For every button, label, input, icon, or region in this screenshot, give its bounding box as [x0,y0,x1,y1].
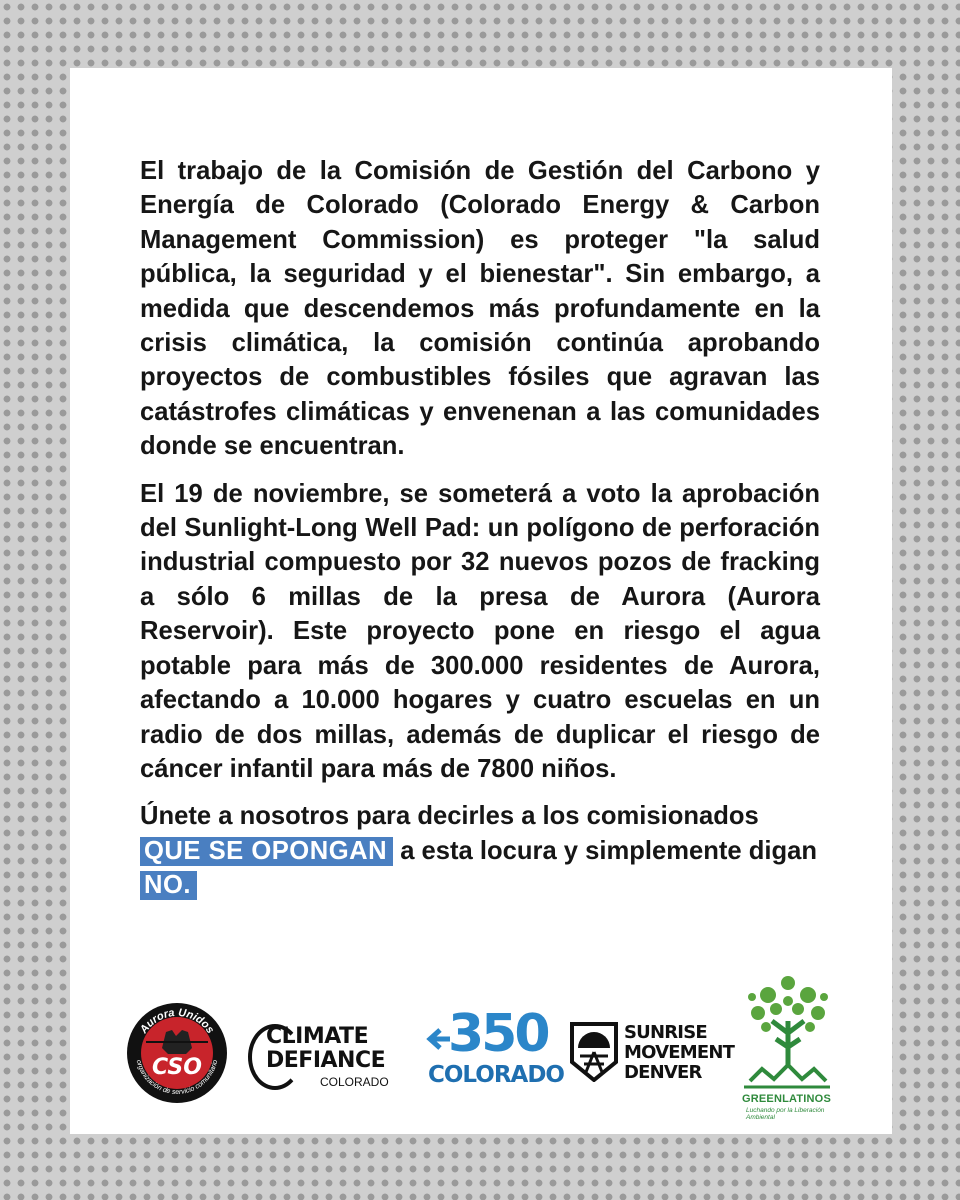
350-number: 350 [448,1004,548,1064]
paragraph-2: El 19 de noviembre, se someterá a voto la aprobación del Sunlight-Long Well Pad: un polígono de perforación industrial compuesto por 32 nuevos pozos de fracking a sólo 6 millas de la presa de Aurora (Aurora Reservoir). Este proyecto pone en riesgo el agua potable para más de 300.000 residentes de Aurora, afectando a 10.000 hogares y cuatro escuelas en un radio de dos millas, además de duplicar el riesgo de cáncer infantil para más de 7800 niños. [140,479,820,783]
greenlatinos-name: GREENLATINOS [742,1093,831,1105]
aurora-cso-text: CSO [152,1055,202,1080]
sunrise-shield-icon [570,1022,618,1082]
aurora-top-text: Aurora Unidos [137,1006,217,1036]
aurora-unidos-logo [126,1002,228,1104]
climate-line-1: CLIMATE [266,1024,369,1049]
climate-line-2: DEFIANCE [266,1048,386,1073]
sunrise-line-1: SUNRISE [624,1022,707,1043]
climate-defiance-logo [248,1018,408,1098]
highlight-oppose: QUE SE OPONGAN [140,837,393,866]
paragraph-1: El trabajo de la Comisión de Gestión del Carbono y Energía de Colorado (Colorado Energy & Carbon Management Commission) es proteger "la salud pública, la seguridad y el bienestar". Sin embargo, a medida que descendemos más profundamente en la crisis climática, la comisión continúa aprobando proyectos de combustibles fósiles que agravan las catástrofes climáticas y envenenan a las comunidades donde se encuentran. [140,157,820,461]
greenlatinos-logo [738,973,836,1123]
call-to-action-text-2: a esta locura y simplemente digan [393,836,817,865]
aurora-bottom-text: organización de servicio comunitario [134,1059,220,1097]
content-card [70,68,892,1134]
tree-icon [738,973,836,1091]
sunrise-movement-logo [570,1018,740,1088]
climate-line-3: COLORADO [320,1075,389,1089]
partner-logos [70,68,892,1134]
350-colorado-text: COLORADO [428,1062,564,1088]
greenlatinos-tagline: Luchando por la Liberación Ambiental [746,1107,825,1121]
350-colorado-logo [426,1004,564,1090]
highlight-no: NO. [140,871,197,900]
call-to-action-text: Únete a nosotros para decirles a los comisionados [140,802,759,831]
sunrise-line-3: DENVER [624,1062,702,1083]
sunrise-line-2: MOVEMENT [624,1042,735,1063]
